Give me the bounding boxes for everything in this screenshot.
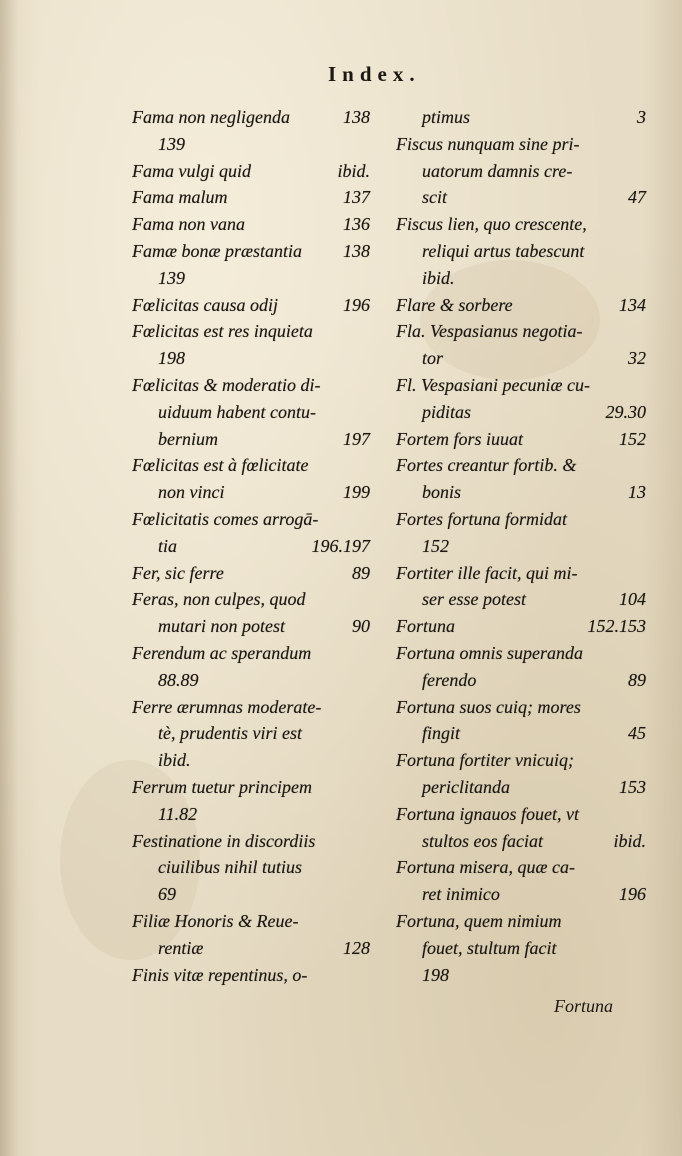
entry-text: ibid.	[422, 267, 455, 288]
entry-text: Fiscus lien, quo crescente,	[396, 214, 587, 235]
page-number: 134	[619, 294, 646, 315]
index-entry	[396, 265, 646, 292]
entry-text: Fœlicitatis comes arrogā-	[132, 508, 319, 529]
entry-text: Filiæ Honoris & Reue-	[132, 910, 299, 931]
index-entry	[396, 452, 646, 479]
entry-text: ferendo	[422, 669, 477, 690]
entry-text: 88.89	[158, 669, 199, 690]
entry-text: Fortuna fortiter vnicuiq;	[396, 750, 574, 771]
index-entry	[132, 854, 370, 881]
entry-text: 198	[158, 348, 185, 369]
index-entry	[132, 479, 370, 506]
page-number: 89	[628, 669, 646, 690]
index-entry	[396, 318, 646, 345]
index-entry	[132, 586, 370, 613]
entry-text: ret inimico	[422, 884, 500, 905]
entry-text: bernium	[158, 428, 218, 449]
entry-text: Famæ bonæ præstantia	[132, 240, 303, 261]
page-number: 153	[619, 776, 646, 797]
page-header: Index.	[328, 62, 421, 86]
entry-text: ciuilibus nihil tutius	[158, 857, 303, 878]
page-number: 138	[343, 107, 370, 127]
page-number: 45	[628, 723, 646, 744]
index-entry	[132, 747, 370, 774]
entry-text: reliqui artus tabescunt	[422, 240, 585, 261]
entry-text: Fama vulgi quid	[132, 160, 251, 181]
index-entry	[396, 399, 646, 426]
index-entry	[396, 238, 646, 265]
page-number: 89	[352, 562, 370, 583]
index-entry	[132, 694, 370, 721]
index-entry	[132, 640, 370, 667]
index-entry	[396, 292, 646, 319]
index-entry	[396, 184, 646, 211]
index-entry	[132, 881, 370, 908]
index-entry	[396, 560, 646, 587]
page-number: 128	[343, 937, 370, 958]
index-entry	[132, 452, 370, 479]
entry-text: piditas	[422, 401, 472, 422]
entry-text: tè, prudentis viri est	[158, 723, 302, 744]
index-entry	[396, 104, 646, 131]
index-entry	[132, 211, 370, 238]
entry-text: Fortiter ille facit, qui mi-	[396, 562, 578, 583]
index-entry	[396, 908, 646, 935]
index-entry	[132, 962, 370, 989]
entry-text: uatorum damnis cre-	[422, 160, 573, 181]
index-entry	[132, 104, 370, 131]
entry-text: Ferendum ac sperandum	[132, 642, 312, 663]
page-number: 196	[343, 294, 370, 315]
entry-text: 198	[422, 964, 449, 985]
page-number: 90	[352, 616, 370, 637]
entry-text: Fortuna ignauos fouet, vt	[396, 803, 579, 824]
page-number: ibid.	[613, 830, 646, 851]
page-number: 104	[619, 589, 646, 610]
index-right-column	[396, 104, 646, 988]
page-number: 136	[343, 214, 370, 235]
index-entry	[132, 292, 370, 319]
entry-text: 152	[422, 535, 449, 556]
index-entry	[396, 426, 646, 453]
index-entry	[132, 774, 370, 801]
index-entry	[132, 318, 370, 345]
index-entry	[132, 426, 370, 453]
index-entry	[132, 613, 370, 640]
entry-text: ibid.	[158, 750, 191, 771]
page-number: 199	[343, 482, 370, 503]
entry-text: Fama non vana	[132, 214, 245, 235]
entry-text: periclitanda	[422, 776, 510, 797]
index-entry	[396, 854, 646, 881]
index-entry	[132, 533, 370, 560]
entry-text: Flare & sorbere	[396, 294, 513, 315]
entry-text: 11.82	[158, 803, 198, 824]
entry-text: ser esse potest	[422, 589, 526, 610]
entry-text: Fortes creantur fortib. &	[396, 455, 577, 476]
entry-text: fingit	[422, 723, 461, 744]
page-number: 152	[619, 428, 646, 449]
entry-text: Fortuna misera, quæ ca-	[396, 857, 575, 878]
page-number: 47	[628, 187, 646, 208]
entry-text: 69	[158, 884, 176, 905]
entry-text: Fœlicitas est à fœlicitate	[132, 455, 309, 476]
index-entry	[132, 667, 370, 694]
entry-text: Fer, sic ferre	[132, 562, 224, 583]
index-entry	[396, 506, 646, 533]
entry-text: Fœlicitas causa odij	[132, 294, 278, 315]
entry-text: Fla. Vespasianus negotia-	[396, 321, 583, 342]
entry-text: Fortuna	[396, 616, 456, 637]
catchword: Fortuna	[554, 996, 614, 1016]
index-entry	[396, 935, 646, 962]
page-fold-shadow	[0, 0, 18, 1156]
entry-text: Festinatione in discordiis	[132, 830, 316, 851]
index-entry	[396, 828, 646, 855]
index-left-column	[132, 104, 370, 988]
index-entry	[396, 667, 646, 694]
index-entry	[396, 640, 646, 667]
entry-text: Fœlicitas est res inquieta	[132, 321, 313, 342]
page-number: 152.153	[587, 616, 646, 637]
index-entry	[132, 184, 370, 211]
index-entry	[396, 613, 646, 640]
index-entry	[396, 479, 646, 506]
entry-text: Fama malum	[132, 187, 228, 208]
entry-text: Fortuna suos cuiq; mores	[396, 696, 581, 717]
page-number: 196	[619, 884, 646, 905]
index-entry	[132, 908, 370, 935]
entry-text: Fortem fors iuuat	[396, 428, 524, 449]
entry-text: Fortuna omnis superanda	[396, 642, 584, 663]
index-entry	[132, 399, 370, 426]
page-number: 29.30	[605, 401, 646, 422]
entry-text: 139	[158, 133, 185, 154]
index-entry	[396, 131, 646, 158]
index-entry	[396, 801, 646, 828]
index-entry	[396, 533, 646, 560]
index-entry	[396, 211, 646, 238]
index-entry	[132, 560, 370, 587]
entry-text: Fl. Vespasiani pecuniæ cu-	[396, 374, 590, 395]
entry-text: stultos eos faciat	[422, 830, 543, 851]
entry-text: ptimus	[422, 107, 471, 127]
index-entry	[132, 238, 370, 265]
index-entry	[132, 372, 370, 399]
entry-text: fouet, stultum facit	[422, 937, 557, 958]
index-entry	[132, 935, 370, 962]
page-number: 13	[628, 482, 646, 503]
entry-text: 139	[158, 267, 185, 288]
entry-text: Ferre ærumnas moderate-	[132, 696, 322, 717]
entry-text: non vinci	[158, 482, 225, 503]
page-number: 137	[343, 187, 370, 208]
index-entry	[132, 801, 370, 828]
entry-text: Fœlicitas & moderatio di-	[132, 374, 321, 395]
page-number: 138	[343, 240, 370, 261]
entry-text: Fortuna, quem nimium	[396, 910, 562, 931]
index-entry	[132, 131, 370, 158]
index-entry	[396, 774, 646, 801]
entry-text: Fama non negligenda	[132, 107, 290, 127]
entry-text: Ferrum tuetur principem	[132, 776, 312, 797]
entry-text: Finis vitæ repentinus, o-	[132, 964, 308, 985]
page-number: 196.197	[311, 535, 370, 556]
entry-text: rentiæ	[158, 937, 204, 958]
index-entry	[396, 372, 646, 399]
entry-text: mutari non potest	[158, 616, 286, 637]
entry-text: uiduum habent contu-	[158, 401, 316, 422]
page-number: 197	[343, 428, 370, 449]
index-entry	[396, 881, 646, 908]
page-number: 32	[628, 348, 646, 369]
entry-text: bonis	[422, 482, 462, 503]
index-entry	[396, 586, 646, 613]
entry-text: Fiscus nunquam sine pri-	[396, 133, 580, 154]
entry-text: Feras, non culpes, quod	[132, 589, 306, 610]
entry-text: tia	[158, 535, 178, 556]
index-entry	[396, 158, 646, 185]
index-entry	[396, 962, 646, 989]
entry-text: Fortes fortuna formidat	[396, 508, 568, 529]
page-number: ibid.	[337, 160, 370, 181]
index-entry	[132, 828, 370, 855]
page-number: 3	[637, 107, 646, 127]
index-entry	[132, 265, 370, 292]
index-entry	[132, 345, 370, 372]
index-entry	[396, 694, 646, 721]
entry-text: scit	[422, 187, 447, 208]
index-entry	[396, 747, 646, 774]
index-entry	[396, 720, 646, 747]
entry-text: tor	[422, 348, 444, 369]
index-entry	[132, 158, 370, 185]
index-entry	[132, 720, 370, 747]
index-entry	[396, 345, 646, 372]
index-entry	[132, 506, 370, 533]
